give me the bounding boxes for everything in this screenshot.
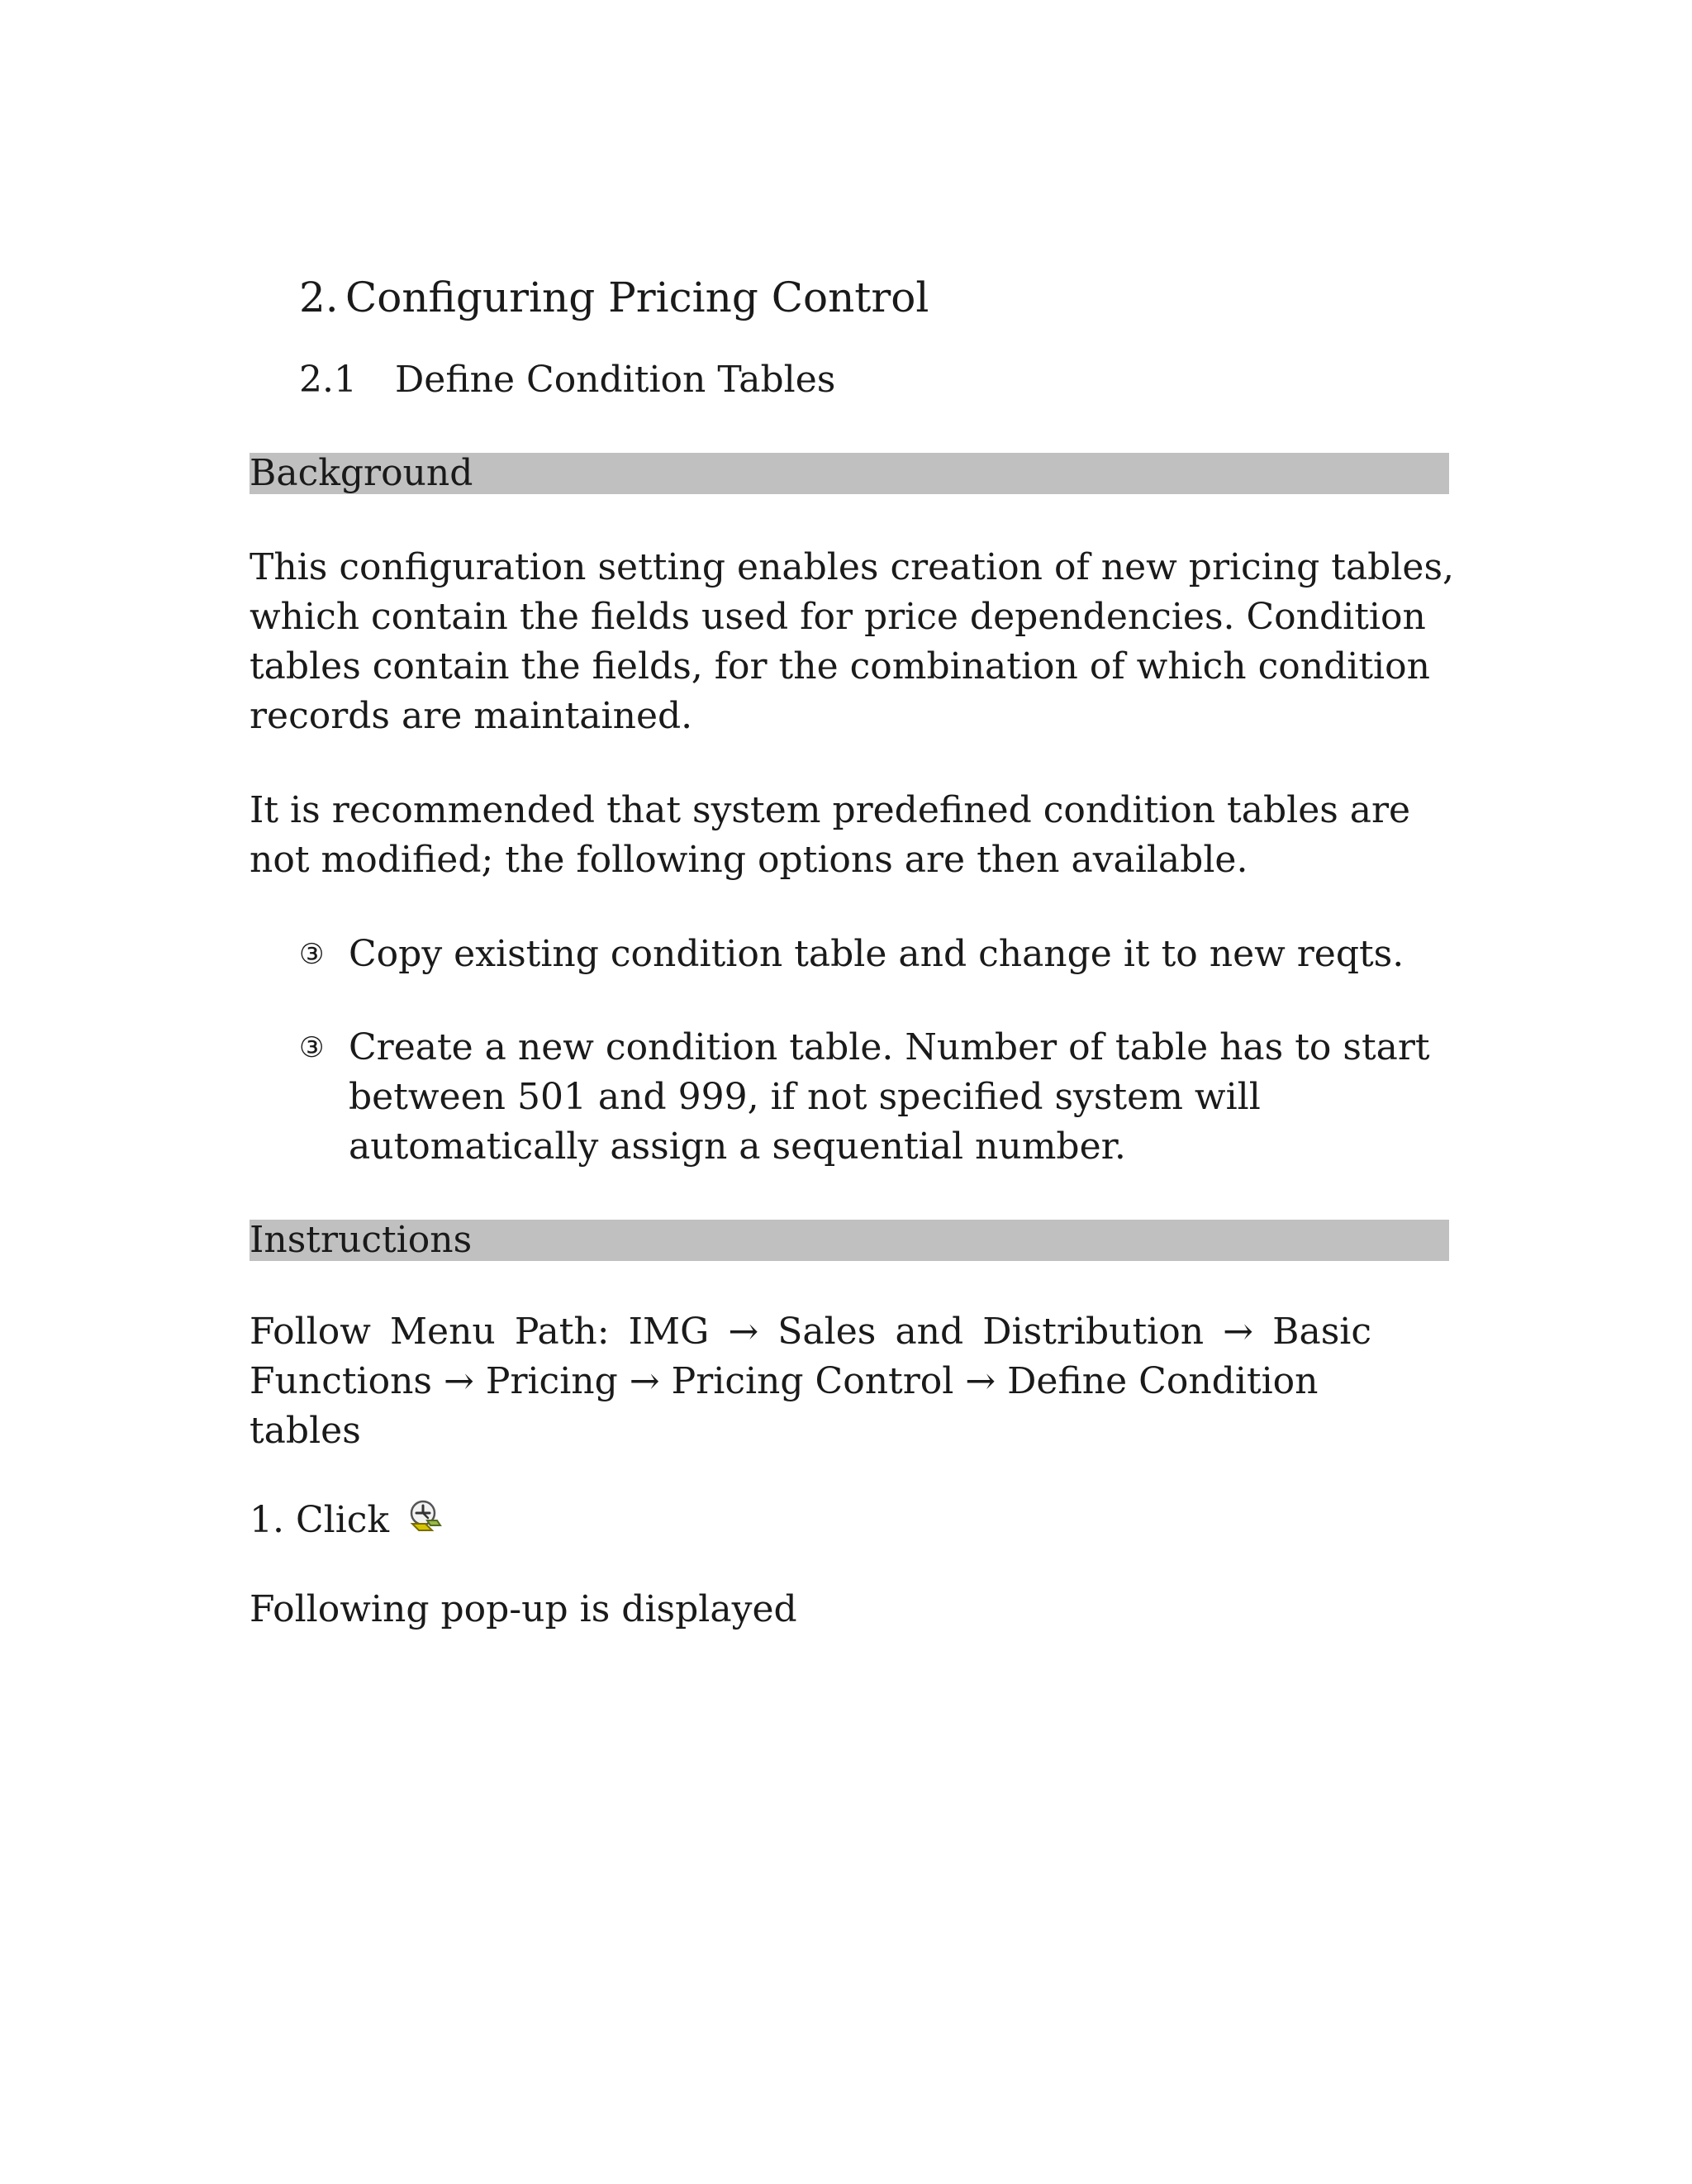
subsection-number: 2.1 (299, 359, 357, 401)
background-band: Background (250, 453, 1449, 494)
section-title: Configuring Pricing Control (345, 274, 929, 321)
background-paragraph-1: This configuration setting enables creation of new pricing tables, which contain the fields used for price dependencies. Condition tables contain the fields, for the combination of which condition records are maintained. (250, 546, 1455, 737)
menu-path (250, 1307, 1371, 1456)
section-number: 2. (299, 274, 339, 321)
step-1 (250, 1496, 444, 1545)
subsection-title: Define Condition Tables (395, 359, 836, 401)
bullet-text: Create a new condition table. Number of table has to start between 501 and 999, if not specified system will automatically assign a sequential number. (349, 1026, 1430, 1168)
bullet-marker: ③ (299, 1031, 325, 1064)
bullet-item (299, 930, 1456, 979)
section-heading (299, 269, 929, 326)
create-icon[interactable] (407, 1499, 444, 1535)
menu-path-last-line: tables (250, 1410, 361, 1452)
popup-note: Following pop-up is displayed (250, 1588, 797, 1630)
bullet-text: Copy existing condition table and change it to new reqts. (349, 933, 1404, 975)
subsection-heading (299, 355, 835, 405)
bullet-marker: ③ (299, 938, 325, 971)
step-1-text: 1. Click (250, 1499, 390, 1541)
bullet-item (299, 1023, 1456, 1172)
menu-path-text: Follow Menu Path: IMG → Sales and Distribution → Basic Functions → Pricing → Pricing Control → Define Condition (250, 1311, 1371, 1402)
background-paragraph-2: It is recommended that system predefined condition tables are not modified; the following options are then available. (250, 789, 1411, 881)
instructions-band: Instructions (250, 1220, 1449, 1261)
